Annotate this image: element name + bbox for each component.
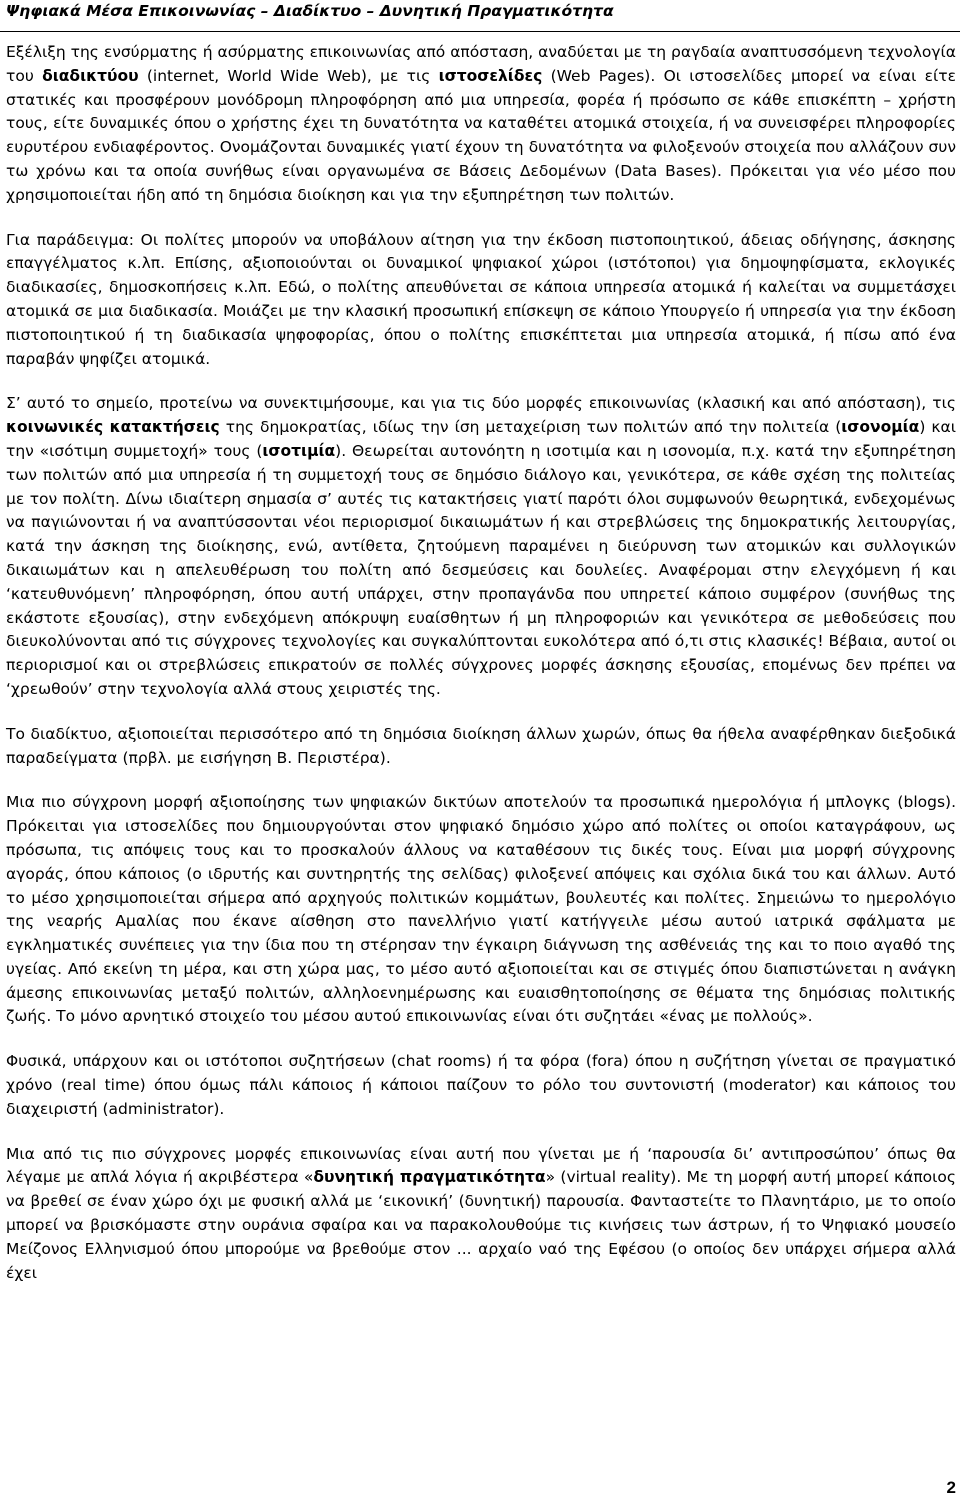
document-body bbox=[6, 41, 956, 1306]
text-run: Για παράδειγμα: Οι πολίτες μπορούν να υποβάλουν αίτηση για την έκδοση πιστοποιητικού, άδειας οδήγησης, άσκησης επαγγέλματος κ.λπ. Επίσης, αξιοποιούνται οι δυναμικοί ψηφιακοί χώροι (ιστότοποι) για δημοψηφίσματα, εκλογικές διαδικασίες, δημοσκοπήσεις κ.λπ. Εδώ, ο πολίτης απευθύνεται σε κάποια υπηρεσία ατομικά ή καλείται να συμμετάσχει ατομικά σε μια διαδικασία. Μοιάζει με την κλασική προσωπική επίσκεψη σε κάποιο Υπουργείο ή υπηρεσία για την έκδοση πιστοποιητικού ή τη διαδικασία ψηφοφορίας, όπου ο πολίτης επισκέπτεται μια υπηρεσία ατομικά, ή πίσω από ένα παραβάν ψηφίζει ατομικά. bbox=[6, 230, 956, 368]
page-number: 2 bbox=[946, 1478, 956, 1497]
text-run: Μια πιο σύγχρονη μορφή αξιοποίησης των ψηφιακών δικτύων αποτελούν τα προσωπικά ημερολόγια ή μπλογκς (blogs). Πρόκειται για ιστοσελίδες που δημιουργούνται στον ψηφιακό δημόσιο χώρο από πολίτες οι οποίοι καταγράφουν, ως πρόσωπα, τις απόψεις τους και το προσκαλούν άλλους να καταθέσουν τις δικές τους. Είναι μια μορφή σύγχρονης αγοράς, όπου κάποιος (ο ιδρυτής και συντηρητής της σελίδας) φιλοξενεί απόψεις και σχόλια δικά του και άλλων. Αυτό το μέσο χρησιμοποιείται σήμερα από αρχηγούς πολιτικών κομμάτων, βουλευτές και πολίτες. Σημειώνω το ημερολόγιο της νεαρής Αμαλίας που έκανε αίσθηση στο πανελλήνιο γιατί κατήγγειλε μέσω αυτού ιατρικά σφάλματα με εγκληματικές συνέπειες για την ίδια που τη στέρησαν την έγκαιρη διάγνωση της ασθένειάς της και το ποιο αγαθό της υγείας. Από εκείνη τη μέρα, και στη χώρα μας, το μέσο αυτό αξιοποιείται και σε στιγμές όπου διαπιστώνεται η ανάγκη άμεσης επικοινωνίας μεταξύ πολιτών, αλληλοενημέρωσης και ευαισθητοποίησης σε θέματα της δημόσιας πολιτικής ζωής. Το μόνο αρνητικό στοιχείο του μέσου αυτού επικοινωνίας είναι ότι συζητάει «ένας με πολλούς». bbox=[6, 793, 956, 1026]
bold-term-isotimia: ισοτιμία bbox=[262, 441, 336, 460]
paragraph-public-administration bbox=[6, 723, 956, 771]
text-run: (Web Pages). Οι ιστοσελίδες μπορεί να είναι είτε στατικές και προσφέρουν μονόδρομη πληροφόρηση από μια υπηρεσία, φορέα ή πρόσωπο σε κάθε επισκέπτη – χρήστη τους, είτε δυναμικές όπου ο χρήστης έχει τη δυνατότητα να καταθέτει ατομικά στοιχεία, ή να συνεισφέρει πληροφορίες ευρυτέρου ενδιαφέροντος. Ονομάζονται δυναμικές γιατί έχουν τη δυνατότητα να φιλοξενούν στοιχεία που αλλάζουν συν τω χρόνω και τα οποία συνήθως είναι οργανωμένα σε Βάσεις Δεδομένων (Data Bases). Πρόκειται για νέο μέσο που χρησιμοποιείται ήδη από τη δημόσια διοίκηση και για την εξυπηρέτηση των πολιτών. bbox=[6, 66, 956, 204]
paragraph-example-services bbox=[6, 229, 956, 372]
text-run: Εξέλιξη της ενσύρματης ή ασύρματης επικοινωνίας από απόσταση, αναδύεται με τη ραγδαία αναπτυσσόμενη τεχνολογία του bbox=[6, 43, 956, 85]
bold-term-social-achievements: κοινωνικές κατακτήσεις bbox=[6, 418, 220, 437]
text-run: ) και την «ισότιμη συμμετοχή» τους ( bbox=[6, 418, 956, 460]
text-run: ). Θεωρείται αυτονόητη η ισοτιμία και η ισονομία, π.χ. κατά την εξυπηρέτηση των πολιτών από μια υπηρεσία ή τη συμμετοχή τους σε δημόσιο διάλογο και, γενικότερα, σε κάθε σχέση της πολιτείας με τον πολίτη. Δίνω ιδιαίτερη σημασία σ’ αυτές τις κατακτήσεις γιατί παρότι όλοι συμφωνούν θεωρητικά, ενδεχομένως να παγιώνονται ή να αναπτύσσονται νέοι περιορισμοί δικαιωμάτων ή και στρεβλώσεις της δημοκρατικής λειτουργίας, κατά την άσκηση της διοίκησης, ενώ, αντίθετα, ζητούμενη παραμένει η διεύρυνση των ατομικών και συλλογικών δικαιωμάτων και η απελευθέρωση του πολίτη από δεσμεύσεις και δουλείες. Αναφέρομαι στην ελεγχόμενη ή και ‘κατευθυνόμενη’ πληροφόρηση, όπου αυτή υπάρχει, στην προπαγάνδα που υπηρετεί κάποιο συμφέρον (συνήθως της εκάστοτε εξουσίας), στην ενδεχόμενη απόκρυψη ευαίσθητων ή μη πληροφοριών και γενικότερα σε μεθοδεύσεις που διευκολύνονται από τις σύγχρονες τεχνολογίες και συγκαλύπτονται ευκολότερα από ό,τι στις κλασικές! Βέβαια, αυτοί οι περιορισμοί και οι στρεβλώσεις επικρατούν σε πολλές σύγχρονες μορφές άσκησης εξουσίας, επομένως δεν πρέπει να ‘χρεωθούν’ στην τεχνολογία αλλά στους χειριστές της. bbox=[6, 441, 956, 698]
title-divider bbox=[0, 31, 960, 32]
text-run: της δημοκρατίας, ιδίως την ίση μεταχείριση των πολιτών από την πολιτεία ( bbox=[219, 418, 842, 437]
text-run: Φυσικά, υπάρχουν και οι ιστότοποι συζητήσεων (chat rooms) ή τα φόρα (fora) όπου η συζήτηση γίνεται σε πραγματικό χρόνο (real time) όπου όμως πάλι κάποιος ή κάποιοι παίζουν το ρόλο του συντονιστή (moderator) και κάποιος του διαχειριστή (administrator). bbox=[6, 1052, 956, 1118]
text-run: » (virtual reality). Με τη μορφή αυτή μπορεί κάποιος να βρεθεί σε έναν χώρο όχι με φυσική αλλά με ‘εικονική’ (δυνητική) παρουσία. Φανταστείτε το Πλανητάριο, με το οποίο μπορεί να βρισκόμαστε στην ουράνια σφαίρα και να παρακολουθούμε τις κινήσεις των άστρων, ή το Ψηφιακό μουσείο Μείζονος Ελληνισμού όπου μπορούμε να βρεθούμε στον ... αρχαίο ναό της Εφέσου (ο οποίος δεν υπάρχει σήμερα αλλά έχει bbox=[6, 1168, 956, 1282]
paragraph-blogs bbox=[6, 791, 956, 1029]
paragraph-social-achievements bbox=[6, 392, 956, 701]
text-run: Το διαδίκτυο, αξιοποιείται περισσότερο από τη δημόσια διοίκηση άλλων χωρών, όπως θα ήθελα αναφέρθηκαν διεξοδικά παραδείγματα (πρβλ. με εισήγηση Β. Περιστέρα). bbox=[6, 724, 956, 767]
text-run: (internet, World Wide Web), με τις bbox=[138, 66, 439, 85]
bold-term-web-pages: ιστοσελίδες bbox=[438, 66, 543, 85]
document-title: Ψηφιακά Μέσα Επικοινωνίας – Διαδίκτυο – Δυνητική Πραγματικότητα bbox=[6, 2, 614, 20]
bold-term-virtual-reality: δυνητική πραγματικότητα bbox=[313, 1168, 546, 1187]
paragraph-intro-internet bbox=[6, 41, 956, 208]
text-run: Σ’ αυτό το σημείο, προτείνω να συνεκτιμήσουμε, και για τις δύο μορφές επικοινωνίας (κλασική και από απόσταση), τις bbox=[6, 394, 956, 413]
paragraph-chat-rooms bbox=[6, 1050, 956, 1121]
bold-term-internet: διαδικτύου bbox=[42, 66, 139, 85]
text-run: Μια από τις πιο σύγχρονες μορφές επικοινωνίας είναι αυτή που γίνεται με ή ‘παρουσία δι’ αντιπροσώπου’ όπως θα λέγαμε με απλά λόγια ή ακριβέστερα « bbox=[6, 1144, 956, 1187]
paragraph-virtual-reality bbox=[6, 1143, 956, 1286]
bold-term-isonomia: ισονομία bbox=[841, 418, 920, 437]
